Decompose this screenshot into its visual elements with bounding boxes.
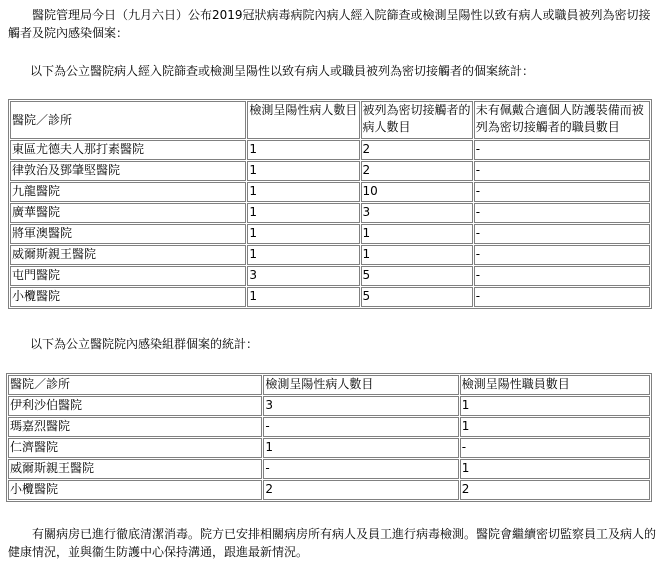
table-cell: 1 <box>247 224 359 244</box>
table-cell: 瑪嘉烈醫院 <box>8 417 262 437</box>
table-cell: 1 <box>263 438 458 458</box>
table-cell: 1 <box>247 182 359 202</box>
table-cell: 1 <box>460 396 650 416</box>
table-cell: - <box>263 417 458 437</box>
table-row <box>8 396 650 416</box>
table-row <box>8 438 650 458</box>
table-cell: - <box>474 182 650 202</box>
table-row <box>8 417 650 437</box>
table-header-row <box>8 375 650 395</box>
close-contact-table <box>8 99 652 309</box>
table-cell: 1 <box>247 287 359 307</box>
table-cell: 1 <box>460 459 650 479</box>
table-cell: 威爾斯親王醫院 <box>8 459 262 479</box>
table-cell: 1 <box>460 417 650 437</box>
table-cell: 伊利沙伯醫院 <box>8 396 262 416</box>
table-row <box>10 266 650 286</box>
column-header: 醫院／診所 <box>8 375 262 395</box>
table-cell: 2 <box>361 140 473 160</box>
table-cell: - <box>474 224 650 244</box>
table-cell: 1 <box>361 245 473 265</box>
table-cell: 2 <box>460 480 650 500</box>
table-row <box>10 224 650 244</box>
table-cell: 3 <box>263 396 458 416</box>
table-row <box>10 203 650 223</box>
table-cell: 3 <box>247 266 359 286</box>
table-cell: 1 <box>361 224 473 244</box>
table1-lead: 以下為公立醫院病人經入院篩查或檢測呈陽性以致有病人或職員被列為密切接觸者的個案統計： <box>30 64 535 78</box>
column-header: 檢測呈陽性病人數目 <box>263 375 458 395</box>
table-row <box>10 182 650 202</box>
table2-lead: 以下為公立醫院院內感染組群個案的統計： <box>30 337 259 351</box>
table-cell: 將軍澳醫院 <box>10 224 246 244</box>
table-cell: 東區尤德夫人那打素醫院 <box>10 140 246 160</box>
table-cell: - <box>474 245 650 265</box>
table-cell: 2 <box>263 480 458 500</box>
table-cell: - <box>263 459 458 479</box>
table-cell: 威爾斯親王醫院 <box>10 245 246 265</box>
cluster-infection-table <box>6 373 652 502</box>
table-cell: 小欖醫院 <box>10 287 246 307</box>
table-cell: - <box>474 287 650 307</box>
table-cell: 九龍醫院 <box>10 182 246 202</box>
table-row <box>10 161 650 181</box>
column-header: 檢測呈陽性職員數目 <box>460 375 650 395</box>
table-cell: 10 <box>361 182 473 202</box>
closing-paragraph: 有關病房已進行徹底清潔消毒。院方已安排相關病房所有病人及員工進行病毒檢測。醫院會繼續密切監察員工及病人的健康情況，並與衞生防護中心保持溝通，跟進最新情況。 <box>8 527 657 559</box>
table-cell: - <box>460 438 650 458</box>
table-cell: - <box>474 140 650 160</box>
table-cell: - <box>474 161 650 181</box>
table-header-row <box>10 101 650 139</box>
table-cell: 1 <box>247 203 359 223</box>
column-header: 被列為密切接觸者的病人數目 <box>361 101 473 139</box>
table-cell: 2 <box>361 161 473 181</box>
table-cell: 3 <box>361 203 473 223</box>
table-row <box>10 140 650 160</box>
table-cell: 5 <box>361 266 473 286</box>
column-header: 醫院／診所 <box>10 101 246 139</box>
intro-paragraph: 醫院管理局今日（九月六日）公布2019冠狀病毒病院內病人經入院篩查或檢測呈陽性以致有病人或職員被列為密切接觸者及院內感染個案： <box>8 8 651 40</box>
table-row <box>10 245 650 265</box>
table-cell: 1 <box>247 161 359 181</box>
table-row <box>8 459 650 479</box>
table-cell: 小欖醫院 <box>8 480 262 500</box>
table-cell: - <box>474 203 650 223</box>
table-cell: 仁濟醫院 <box>8 438 262 458</box>
table-cell: 廣華醫院 <box>10 203 246 223</box>
table-row <box>8 480 650 500</box>
table-cell: 屯門醫院 <box>10 266 246 286</box>
table-cell: - <box>474 266 650 286</box>
table-cell: 律敦治及鄧肇堅醫院 <box>10 161 246 181</box>
table-cell: 1 <box>247 245 359 265</box>
table-cell: 5 <box>361 287 473 307</box>
table-cell: 1 <box>247 140 359 160</box>
column-header: 未有佩戴合適個人防護裝備而被列為密切接觸者的職員數目 <box>474 101 650 139</box>
column-header: 檢測呈陽性病人數目 <box>247 101 359 139</box>
table-row <box>10 287 650 307</box>
